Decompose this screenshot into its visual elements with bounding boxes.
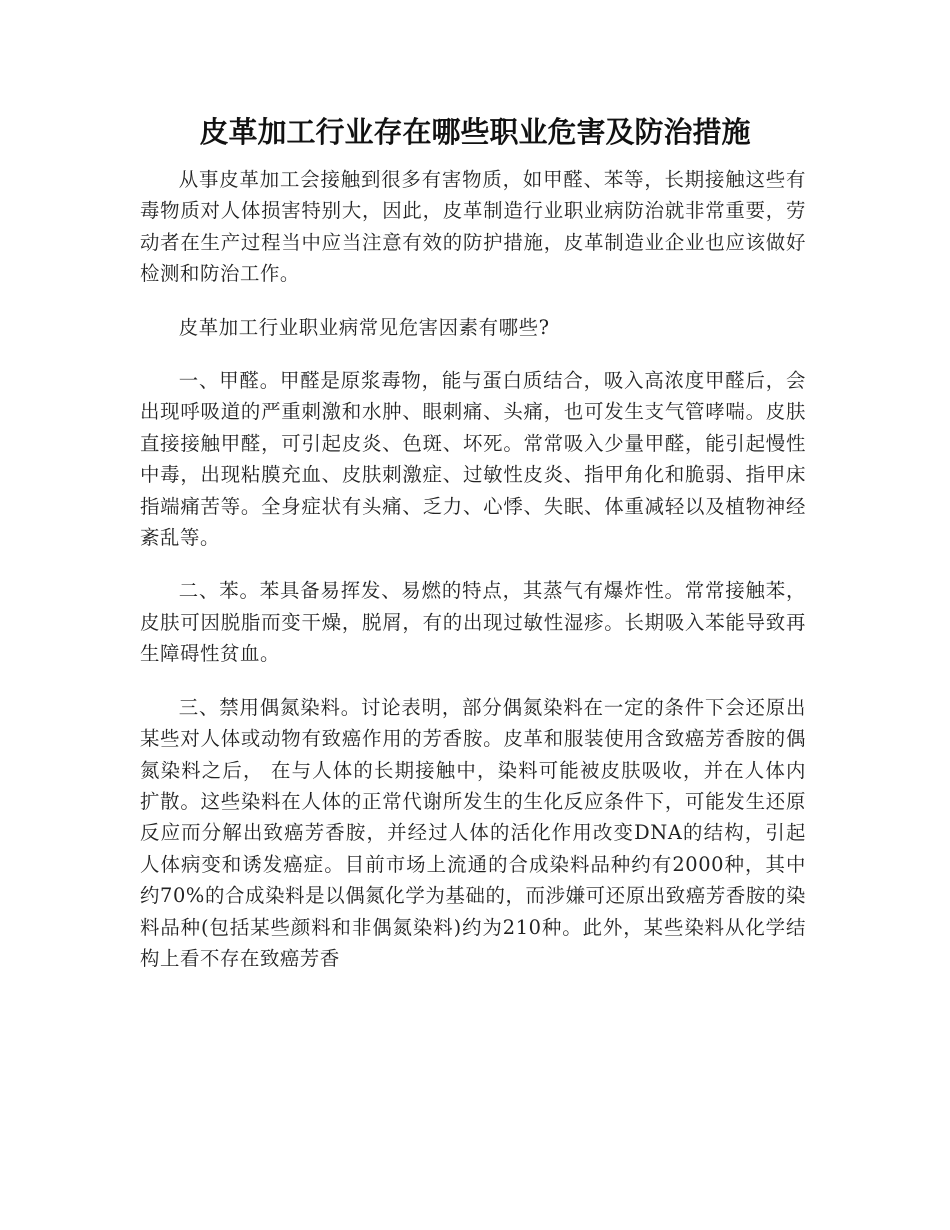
paragraph-intro: 从事皮革加工会接触到很多有害物质，如甲醛、苯等，长期接触这些有毒物质对人体损害特别大，因此，皮革制造行业职业病防治就非常重要，劳动者在生产过程当中应当注意有效的防护措施，皮革制造业企业也应该做好检测和防治工作。 [140, 168, 806, 286]
document-title: 皮革加工行业存在哪些职业危害及防治措施 [199, 115, 751, 149]
paragraph-formaldehyde: 一、甲醛。甲醛是原浆毒物，能与蛋白质结合，吸入高浓度甲醛后，会出现呼吸道的严重刺激和水肿、眼刺痛、头痛，也可发生支气管哮喘。皮肤直接接触甲醛，可引起皮炎、色斑、坏死。常常吸入少量甲醛，能引起慢性中毒，出现粘膜充血、皮肤刺激症、过敏性皮炎、指甲角化和脆弱、指甲床指端痛苦等。全身症状有头痛、乏力、心悸、失眠、体重减轻以及植物神经紊乱等。 [140, 369, 806, 550]
paragraph-azo-dyes: 三、禁用偶氮染料。讨论表明，部分偶氮染料在一定的条件下会还原出某些对人体或动物有致癌作用的芳香胺。皮革和服装使用含致癌芳香胺的偶氮染料之后， 在与人体的长期接触中，染料可能被皮肤吸收，并在人体内扩散。这些染料在人体的正常代谢所发生的生化反应条件下，可能发生还原反应而分解出致癌芳香胺，并经过人体的活化作用改变DNA的结构，引起人体病变和诱发癌症。目前市场上流通的合成染料品种约有2000种，其中约70%的合成染料是以偶氮化学为基础的，而涉嫌可还原出致癌芳香胺的染料品种(包括某些颜料和非偶氮染料)约为210种。此外，某些染料从化学结构上看不存在致癌芳香 [140, 695, 806, 970]
paragraph-question: 皮革加工行业职业病常见危害因素有哪些? [178, 315, 550, 339]
paragraph-benzene: 二、苯。苯具备易挥发、易燃的特点，其蒸气有爆炸性。常常接触苯，皮肤可因脱脂而变干燥，脱屑，有的出现过敏性湿疹。长期吸入苯能导致再生障碍性贫血。 [140, 579, 806, 666]
document-body [140, 164, 806, 994]
